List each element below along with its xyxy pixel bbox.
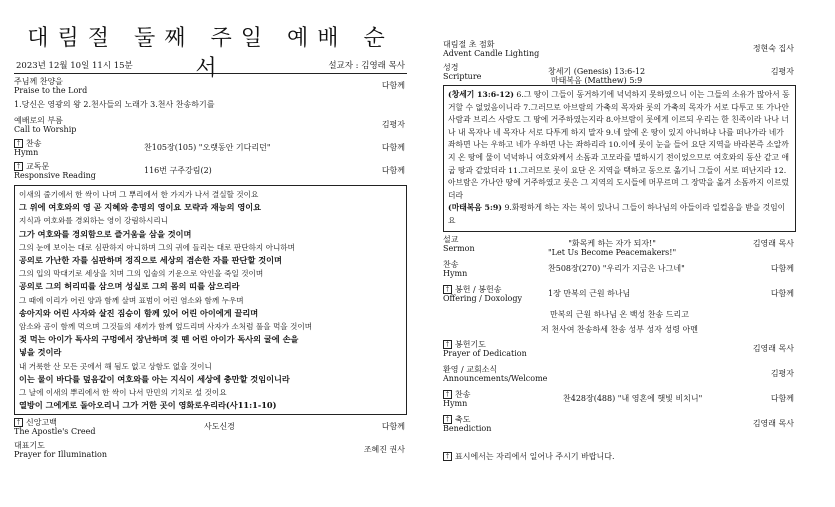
- order-item: [14, 441, 407, 461]
- reading-line: 이새의 줄기에서 한 싹이 나며 그 뿌리에서 한 가지가 나서 결실할 것이요: [19, 190, 259, 199]
- order-item-english: Responsive Reading: [14, 171, 96, 180]
- order-item: [443, 415, 796, 437]
- scripture-box: [443, 85, 796, 232]
- order-item-leader: 다함께: [381, 143, 405, 152]
- right-order-list-3: [443, 340, 796, 437]
- reading-line: 암소와 곰이 함께 먹으며 그것들의 새끼가 함께 엎드리며 사자가 소처럼 풀을 먹을 것이며: [19, 322, 313, 332]
- order-item: [14, 418, 407, 438]
- left-order-list-2: [14, 418, 407, 461]
- left-column: [14, 0, 407, 461]
- order-item-korean: 1.당신은 영광의 왕 2.천사들의 노래가 3.천사 찬송하기를: [14, 100, 215, 109]
- order-item-korean: 설교: [443, 234, 459, 244]
- order-item-detail: 찬508장(270) "우리가 지금은 나그네": [548, 263, 685, 273]
- order-item-leader: 다함께: [381, 166, 405, 175]
- order-item: [443, 365, 796, 387]
- order-item-leader: 김평자: [770, 368, 794, 378]
- scripture-ref-2: (마태복음 5:9): [448, 203, 502, 213]
- order-item-english: Advent Candle Lighting: [443, 49, 540, 58]
- order-item-english: Call to Worship: [14, 125, 77, 134]
- reading-line: 이는 물이 바다를 덮음같이 여호와를 아는 지식이 세상에 충만할 것임이니라: [19, 373, 290, 384]
- scripture-text-1: 6.그 땅이 그들이 동거하기에 넉넉하지 못하였으니 이는 그들의 소유가 많아서 동거할 수 없었음이니라 7.그러므로 아브람의 가축의 목자와 롯의 가축의 목자가 서로 다투고 또 가나안 사람과 브리스 사람도 그 땅에 거주하였는지라 8.아브람이 롯에게 이르되 우리는 한 친족이라 나나 너나 내 목자나 네 목자나 서로 다투게 하지 말자 9.네 앞에 온 땅이 있지 아니하냐 나를 떠나가라 네가 좌하면 나는 우하고 네가 우하면 나는 좌하리라 10.이에 롯이 눈을 들어 요단 지역을 바라본즉 소알까지 온 땅에 물이 넉넉하니 여호와께서 소돔과 고모라를 멸하시기 전이었으므로 여호와의 동산 같고 애굽 땅과 같았더라 11.그러므로 롯이 요단 온 지역을 택하고 동으로 옮기니 그들이 서로 떠난지라 12.아브람은 가나안 땅에 거주하였고 롯은 그 지역의 도시들에 머무르며 그 장막을 옮겨 소돔까지 이르렀더라: [448, 90, 790, 200]
- reading-line: 그 위에 여호와의 영 곧 지혜와 총명의 영이요 모략과 재능의 영이요: [19, 202, 262, 213]
- order-item-leader: 김영래 목사: [752, 238, 794, 248]
- order-item: [14, 139, 407, 159]
- order-item: [443, 40, 796, 60]
- right-order-list-2: [443, 235, 796, 307]
- stand-mark-icon: †: [443, 340, 452, 349]
- note-text: 표시에서는 자리에서 일어나 주시기 바랍니다.: [455, 451, 615, 461]
- order-item-detail: 사도신경: [204, 422, 235, 432]
- reading-line: 젖 먹는 아이가 독사의 구멍에서 장난하며 젖 뗀 어린 아이가 독사의 굴에 손을: [19, 334, 299, 345]
- order-item-korean: 주님께 찬양을: [14, 77, 63, 86]
- scripture-text-2: 9.화평하게 하는 자는 복이 있나니 그들이 하나님의 아들이라 일컬음을 받을 것임이요: [448, 203, 786, 225]
- left-order-list: [14, 77, 407, 182]
- reading-line: 그 때에 이리가 어린 양과 함께 살며 표범이 어린 염소와 함께 누우며: [19, 295, 244, 305]
- order-item-english: Prayer of Dedication: [443, 348, 527, 358]
- reading-line: 공의로 가난한 자를 심판하며 정직으로 세상의 겸손한 자를 판단할 것이며: [19, 255, 282, 266]
- reading-line: 그의 입의 막대기로 세상을 치며 그의 입술의 기운으로 악인을 죽일 것이며: [19, 269, 264, 279]
- service-date: 2023년 12월 10일 11시 15분: [16, 61, 133, 71]
- order-item-leader: 김평자: [381, 120, 405, 129]
- stand-mark-icon: †: [14, 162, 23, 171]
- order-item-korean: 예배로의 부름: [14, 116, 63, 125]
- reading-line: 그가 여호와를 경외함으로 즐거움을 삼을 것이며: [19, 228, 192, 239]
- order-item-english: Offering / Doxology: [443, 293, 522, 303]
- stand-mark-icon: †: [443, 285, 452, 294]
- order-item: [443, 390, 796, 412]
- order-item-english: Praise to the Lord: [14, 86, 88, 95]
- doxology-line: 만복의 근원 하나님 온 백성 찬송 드리고: [550, 309, 689, 319]
- stand-mark-icon: †: [443, 415, 452, 424]
- reading-line: 그 날에 이새의 뿌리에서 한 싹이 나서 만민의 기치로 설 것이요: [19, 388, 227, 398]
- stand-mark-icon: †: [443, 452, 452, 461]
- order-item-leader: 정현숙 집사: [752, 44, 794, 53]
- reading-line: 넣을 것이라: [19, 347, 62, 358]
- order-item-english: Sermon: [443, 243, 475, 253]
- order-item-leader: 다함께: [381, 422, 405, 432]
- order-item-leader: 김영래 목사: [752, 343, 794, 353]
- order-item-detail: 찬105장(105) "오랫동안 기다리던": [144, 143, 271, 152]
- stand-mark-icon: †: [14, 418, 23, 427]
- order-item-leader: 김평자: [770, 67, 794, 76]
- reading-line: 내 거룩한 산 모든 곳에서 해 됨도 없고 상함도 없을 것이니: [19, 361, 212, 371]
- order-item-english: Announcements/Welcome: [443, 373, 548, 383]
- order-item-korean: † 봉헌 / 봉헌송: [443, 285, 796, 294]
- order-item: [443, 235, 796, 257]
- order-item-english: Prayer for Illumination: [14, 450, 107, 460]
- order-item-english: Benediction: [443, 423, 492, 433]
- reading-line: 열방이 그에게로 돌아오리니 그가 거한 곳이 영화로우리라(사11:1-10): [19, 400, 277, 411]
- order-item-leader: 다함께: [770, 288, 794, 298]
- order-item-korean: † 봉헌기도: [443, 340, 796, 349]
- order-item: [14, 77, 407, 97]
- stand-mark-icon: †: [443, 390, 452, 399]
- order-item-english: Hymn: [443, 398, 468, 408]
- order-item: [14, 100, 407, 113]
- preacher-line: 설교자 : 김영래 목사: [328, 61, 405, 71]
- right-column: [443, 0, 796, 462]
- order-item-detail: 116번 구주강림(2): [144, 166, 212, 175]
- reading-line: 지식과 여호와를 경외하는 영이 강림하시리니: [19, 216, 169, 226]
- order-item-leader: 다함께: [770, 263, 794, 273]
- order-item-leader: 다함께: [770, 393, 794, 403]
- order-item: [443, 63, 796, 83]
- reading-line: 공의로 그의 허리띠를 삼으며 성실로 그의 몸의 띠를 삼으리라: [19, 281, 240, 292]
- order-item-leader: 조혜진 권사: [363, 445, 405, 455]
- order-item-english: Hymn: [443, 268, 468, 278]
- order-item-detail: 창세기 (Genesis) 13:6-12 마태복음 (Matthew) 5:9: [548, 67, 646, 85]
- doxology-line: 저 천사여 찬송하세 찬송 성부 성자 성령 아멘: [541, 324, 698, 334]
- order-item-detail: "화목케 하는 자가 되자!" "Let Us Become Peacemakers!": [548, 238, 677, 257]
- order-item-korean: 찬송: [443, 259, 459, 269]
- order-item-korean: † 찬송: [443, 390, 796, 399]
- standing-note: [443, 451, 796, 462]
- order-item-english: The Apostle's Creed: [14, 427, 96, 437]
- order-item-korean: † 찬송: [14, 139, 407, 148]
- right-order-list: [443, 40, 796, 83]
- order-item-english: Scripture: [443, 72, 482, 81]
- stand-mark-icon: †: [14, 139, 23, 148]
- bulletin-title: 대림절 둘째 주일 예배 순서: [27, 26, 394, 81]
- order-item: [443, 285, 796, 307]
- reading-line: 그의 눈에 보이는 대로 심판하지 아니하며 그의 귀에 들리는 대로 판단하지 아니하며: [19, 242, 295, 252]
- order-item-english: Hymn: [14, 148, 39, 157]
- order-item: [443, 340, 796, 362]
- order-item-leader: 김영래 목사: [752, 418, 794, 428]
- order-item-detail: 찬428장(488) "내 영혼에 햇빛 비치니": [563, 393, 703, 403]
- order-item-detail: 1장 만복의 근원 하나님: [548, 288, 631, 298]
- order-item-korean: 대림절 초 점화: [443, 40, 495, 49]
- order-item-korean: † 교독문: [14, 162, 407, 171]
- order-item-leader: 다함께: [381, 81, 405, 90]
- order-item-korean: 성경: [443, 63, 459, 72]
- doxology-lyrics: [443, 307, 796, 337]
- order-item: [14, 116, 407, 136]
- order-item-korean: 환영 / 교회소식: [443, 364, 498, 374]
- order-item: [443, 260, 796, 282]
- responsive-reading-box: [14, 185, 407, 415]
- scripture-ref-1: (창세기 13:6-12): [448, 90, 514, 99]
- order-item: [14, 162, 407, 182]
- order-item-korean: † 신앙고백: [14, 418, 407, 427]
- order-item-korean: † 축도: [443, 415, 796, 424]
- reading-line: 송아지와 어린 사자와 살진 짐승이 함께 있어 어린 아이에게 끌리며: [19, 307, 259, 318]
- order-item-korean: 대표기도: [14, 441, 45, 451]
